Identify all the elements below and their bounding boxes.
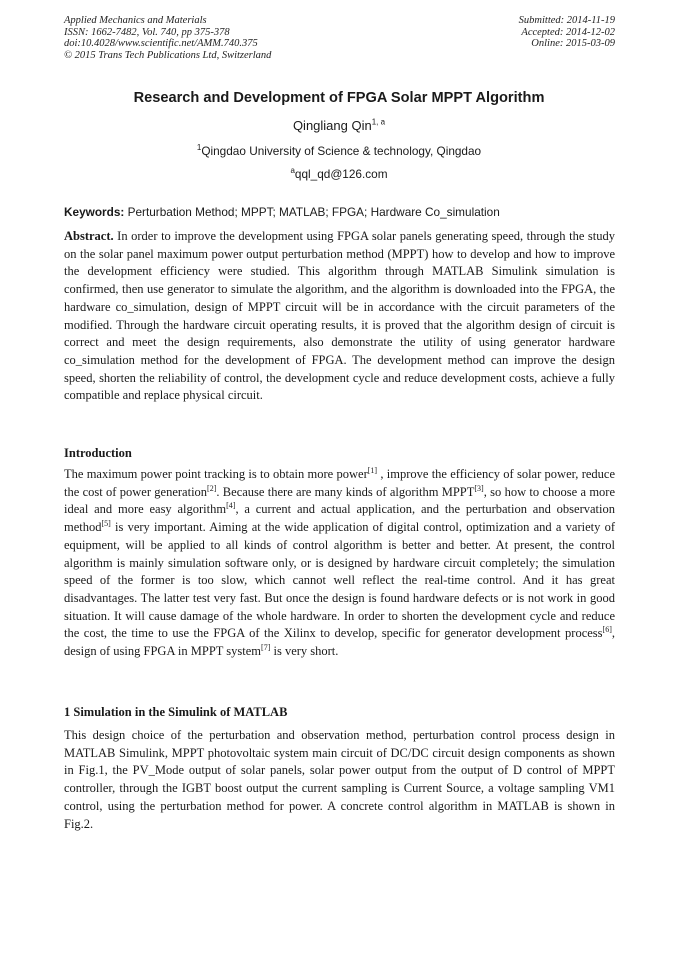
citation: [7] [261,642,271,652]
intro-text: . Because there are many kinds of algorithm MPPT [216,484,475,499]
author-name: Qingliang Qin [292,118,372,133]
online-date: Online: 2015-03-09 [531,38,615,49]
author-superscript: 1, a [371,117,386,127]
intro-text: The maximum power point tracking is to obtain more power [64,467,368,481]
journal-name: Applied Mechanics and Materials [64,15,207,26]
journal-info [64,15,271,61]
author-line [0,118,678,133]
abstract-label: Abstract. [64,229,114,243]
citation: [5] [101,518,111,528]
submission-dates [519,15,615,50]
citation: [4] [226,501,236,511]
submitted-date: Submitted: 2014-11-19 [518,15,615,26]
keywords-label: Keywords: [64,205,125,219]
intro-text: is very important. Aiming at the wide application of digital control, optimization and a variety of equipment, will be applied to all kinds of control algorithm is better and better. At present, the control algorithm is mainly simulation software only, or is designed by hardware circuit completely; the simulation speed of the former is too slow, which cannot well reflect the real-time control. And it has great disadvantages. The latter test very fast. But once the design is found hardware defects or is not work in good situation. It will cause damage of the whole hardware. In order to shorten the development cycle and reduce the cost, the time to use the FPGA of the Xilinx to develop, specific for generator development process [64,520,615,641]
intro-text: , a current and actual application, and the perturbation and observation method [64,502,615,535]
abstract [64,228,615,405]
intro-text: , so how to choose a more ideal and more easy algorithm [64,484,615,517]
section1-heading: 1 Simulation in the Simulink of MATLAB [64,705,288,719]
intro-text: is very short. [270,644,339,659]
issn-line: ISSN: 1662-7482, Vol. 740, pp 375-378 [64,26,230,38]
citation: [6] [602,625,612,635]
intro-text: , design of using FPGA in MPPT system [64,626,615,659]
doi-line: doi:10.4028/www.scientific.net/AMM.740.375 [64,38,258,49]
abstract-text: In order to improve the development using FPGA solar panels generating speed, through the study on the solar panel maximum power output perturbation method (MPPT) how to develop and how to improve the development efficiency were studied. This algorithm through MATLAB Simulink simulation is confirmed, then use generator to simulate the algorithm, and the algorithm is downloaded into the FPGA, the hardware co_simulation, design of MPPT circuit will be in accordance with the circuit parameters of the modified. Through the hardware circuit operating results, it is proved that the algorithm design of circuit is correct and meet the design requirements, also demonstrate the utility of using generator hardware co_simulation method for the development of FPGA. The development method can improve the design speed, shorten the reliability of control, the development cycle and reduce development costs, achieve a fully compatible and replace physical circuit. [64,229,615,403]
affiliation-text: Qingdao University of Science & technology, Qingdao [201,144,482,158]
keywords-text: Perturbation Method; MPPT; MATLAB; FPGA; Hardware Co_simulation [124,205,500,219]
citation: [3] [474,483,484,493]
intro-text: , improve the efficiency of solar power, reduce the cost of power generation [64,467,615,499]
introduction-heading: Introduction [64,446,132,460]
citation: [2] [207,483,217,493]
introduction-paragraph [64,466,615,661]
affiliation-line [0,144,678,158]
copyright-line: © 2015 Trans Tech Publications Ltd, Switzerland [64,49,272,61]
email-superscript: a [290,166,295,176]
citation: [1] [367,465,378,475]
section1-paragraph: This design choice of the perturbation and observation method, perturbation control process design in MATLAB Simulink, MPPT photovoltaic system main circuit of DC/DC circuit design components as shown in Fig.1, the PV_Mode output of solar panels, solar power output from the output of D control of MPPT controller, through the IGBT boost output the current sampling is Current Source, a voltage sampling VM1 control, using the perturbation method for power. A concrete control algorithm in MATLAB is shown in Fig.2. [64,728,615,831]
keywords [64,205,615,219]
email-text: qql_qd@126.com [294,167,388,181]
affiliation-superscript: 1 [196,143,202,153]
paper-title: Research and Development of FPGA Solar MPPT Algorithm [133,90,545,106]
email-line [0,167,678,181]
accepted-date: Accepted: 2014-12-02 [521,26,615,38]
